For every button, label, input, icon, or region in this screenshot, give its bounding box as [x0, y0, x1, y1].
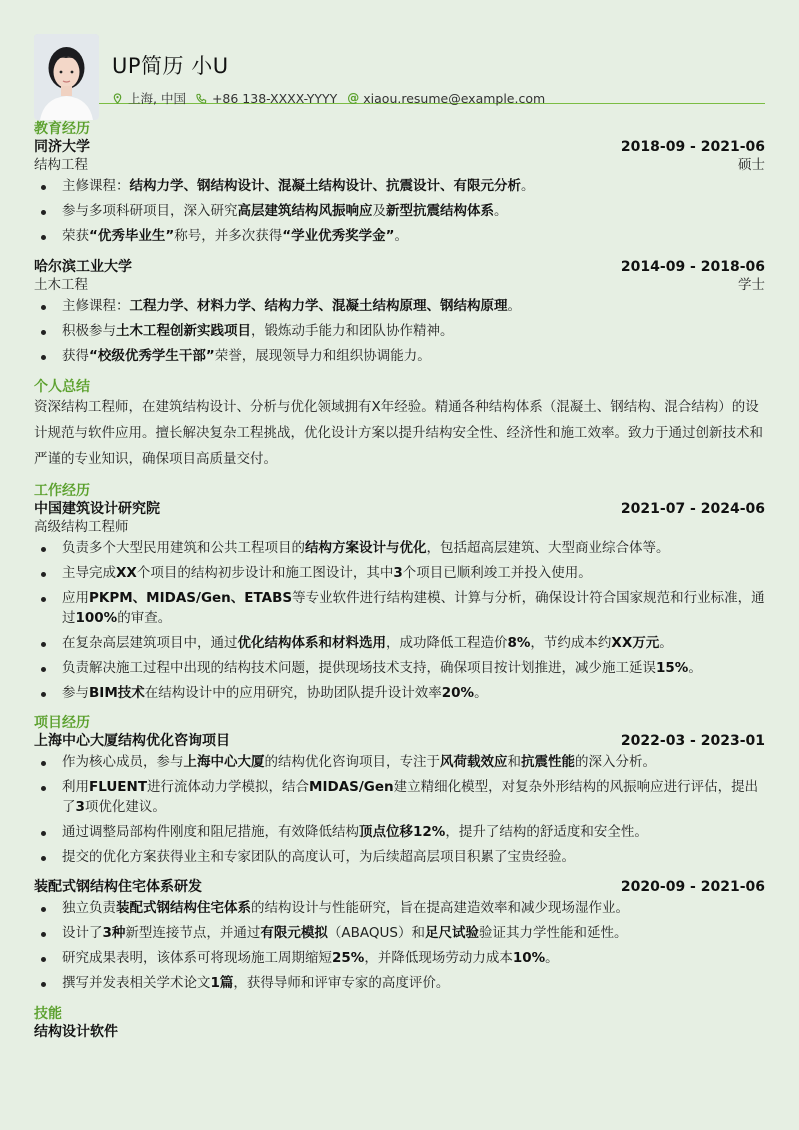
- bold-text: 有限元模拟: [260, 925, 328, 941]
- bullet-item: 参与BIM技术在结构设计中的应用研究，协助团队提升设计效率20%。: [34, 684, 765, 704]
- bullet-list: [34, 177, 765, 247]
- bullet-item: 负责多个大型民用建筑和公共工程项目的结构方案设计与优化，包括超高层建筑、大型商业综合体等。: [34, 539, 765, 559]
- company-name: 中国建筑设计研究院: [34, 501, 160, 517]
- bold-text: 1篇: [210, 975, 234, 991]
- bullet-list: [34, 297, 765, 367]
- degree-text: 硕士: [738, 157, 765, 173]
- bold-text: 装配式钢结构住宅体系: [116, 900, 251, 916]
- bold-text: 上海中心大厦: [183, 754, 265, 770]
- header-info: [112, 34, 555, 107]
- bold-text: 抗震性能: [521, 754, 575, 770]
- bold-text: FLUENT: [89, 779, 148, 795]
- education-section: [34, 138, 765, 366]
- projects-section-title: 项目经历: [34, 715, 90, 731]
- bold-text: 顶点位移12%: [359, 823, 446, 840]
- bullet-item: 主修课程：结构力学、钢结构设计、混凝土结构设计、抗震设计、有限元分析。: [34, 177, 765, 197]
- bullet-item: 提交的优化方案获得业主和专家团队的高度认可，为后续超高层项目积累了宝贵经验。: [34, 848, 765, 868]
- entry-header-row: [34, 878, 765, 896]
- skills-first-item: 结构设计软件: [34, 1023, 118, 1040]
- bullet-item: 荣获“优秀毕业生”称号，并多次获得“学业优秀奖学金”。: [34, 227, 765, 247]
- bold-text: 10%: [512, 950, 546, 966]
- bullet-list: [34, 899, 765, 994]
- bold-text: 25%: [332, 950, 365, 966]
- phone-contact: [196, 91, 337, 106]
- skills-first-row: [34, 1023, 765, 1041]
- education-section-title: 教育经历: [34, 121, 90, 137]
- bullet-item: 应用PKPM、MIDAS/Gen、ETABS等专业软件进行结构建模、计算与分析，确保设计符合国家规范和行业标准，通过100%的审查。: [34, 589, 765, 628]
- project-date: 2022-03 - 2023-01: [620, 733, 765, 749]
- bold-text: “校级优秀学生干部”: [89, 347, 215, 364]
- major-degree-row: [34, 156, 765, 174]
- job-title: 高级结构工程师: [34, 519, 129, 535]
- bold-text: BIM技术: [89, 684, 145, 701]
- phone-icon: [196, 93, 207, 104]
- bullet-item: 参与多项科研项目，深入研究高层建筑结构风振响应及新型抗震结构体系。: [34, 202, 765, 222]
- candidate-name: UP简历 小U: [112, 54, 229, 78]
- work-section-title: 工作经历: [34, 483, 90, 499]
- at-sign-icon: @: [347, 90, 360, 105]
- bold-text: 工程力学、材料力学、结构力学、混凝土结构原理、钢结构原理: [129, 297, 508, 314]
- bold-text: 风荷载效应: [440, 754, 508, 770]
- bullet-item: 积极参与土木工程创新实践项目，锻炼动手能力和团队协作精神。: [34, 322, 765, 342]
- bold-text: 足尺试验: [424, 925, 479, 941]
- bullet-item: 独立负责装配式钢结构住宅体系的结构设计与性能研究，旨在提高建造效率和减少现场湿作业。: [34, 899, 765, 919]
- bold-text: 20%: [441, 684, 475, 701]
- bullet-list: [34, 753, 765, 867]
- resume-header: [34, 0, 765, 106]
- bold-text: 3: [393, 565, 403, 581]
- education-entry: [34, 138, 765, 247]
- bold-text: MIDAS/Gen: [309, 779, 394, 795]
- project-name: 上海中心大厦结构优化咨询项目: [34, 733, 230, 749]
- summary-section-title: 个人总结: [34, 379, 90, 395]
- bold-text: 高层建筑结构风振响应: [237, 203, 373, 219]
- major-degree-row: [34, 276, 765, 294]
- education-date: 2014-09 - 2018-06: [620, 258, 765, 275]
- profile-photo: [34, 34, 99, 120]
- bold-text: 8%: [507, 634, 531, 651]
- bullet-item: 研究成果表明，该体系可将现场施工周期缩短25%，并降低现场劳动力成本10%。: [34, 949, 765, 969]
- bullet-item: 通过调整局部构件刚度和阻尼措施，有效降低结构顶点位移12%，提升了结构的舒适度和安全性。: [34, 823, 765, 843]
- degree-text: 学士: [738, 276, 765, 293]
- bullet-item: 利用FLUENT进行流体动力学模拟，结合MIDAS/Gen建立精细化模型，对复杂外形结构的风振响应进行评估，提出了3项优化建议。: [34, 778, 765, 817]
- bullet-item: 主导完成XX个项目的结构初步设计和施工图设计，其中3个项目已顺利竣工并投入使用。: [34, 564, 765, 584]
- phone-text: +86 138-XXXX-YYYY: [211, 90, 338, 106]
- bold-text: “学业优秀奖学金”: [282, 228, 395, 244]
- projects-section: [34, 732, 765, 994]
- work-section: [34, 500, 765, 703]
- school-name: 哈尔滨工业大学: [34, 258, 132, 275]
- bullet-item: 获得“校级优秀学生干部”荣誉，展现领导力和组织协调能力。: [34, 347, 765, 367]
- entry-header-row: [34, 500, 765, 518]
- project-entry: [34, 878, 765, 994]
- bullet-item: 负责解决施工过程中出现的结构技术问题，提供现场技术支持，确保项目按计划推进，减少施工延误15%。: [34, 659, 765, 679]
- bullet-item: 在复杂高层建筑项目中，通过优化结构体系和材料选用，成功降低工程造价8%，节约成本约XX万元。: [34, 634, 765, 654]
- bold-text: “优秀毕业生”: [89, 228, 175, 244]
- bullet-item: 撰写并发表相关学术论文1篇，获得导师和评审专家的高度评价。: [34, 974, 765, 994]
- bold-text: 结构力学、钢结构设计、混凝土结构设计、抗震设计、有限元分析: [129, 178, 521, 194]
- bold-text: 结构方案设计与优化: [305, 540, 427, 556]
- entry-header-row: [34, 258, 765, 276]
- email-contact: [347, 91, 545, 106]
- major-text: 土木工程: [34, 276, 88, 293]
- bold-text: 优化结构体系和材料选用: [237, 634, 386, 651]
- work-entry: [34, 500, 765, 703]
- education-entry: [34, 258, 765, 367]
- project-entry: [34, 732, 765, 867]
- location-pin-icon: [112, 93, 123, 104]
- summary-text: 资深结构工程师，在建筑结构设计、分析与优化领域拥有X年经验。精通各种结构体系（混凝土、钢结构、混合结构）的设计规范与软件应用。擅长解决复杂工程挑战，优化设计方案以提升结构安全性、经济性和施工效率。致力于通过创新技术和严谨的专业知识，确保项目高质量交付。: [34, 399, 763, 467]
- project-date: 2020-09 - 2021-06: [620, 879, 765, 895]
- bullet-list: [34, 539, 765, 703]
- bold-text: 100%: [75, 609, 118, 626]
- bold-text: 15%: [656, 659, 689, 676]
- school-name: 同济大学: [34, 139, 90, 155]
- work-date: 2021-07 - 2024-06: [620, 501, 765, 517]
- email-text: xiaou.resume@example.com: [363, 90, 546, 106]
- bold-text: XX万元: [611, 634, 660, 651]
- project-name: 装配式钢结构住宅体系研发: [34, 879, 202, 895]
- bold-text: XX: [116, 565, 137, 581]
- bold-text: PKPM、MIDAS/Gen、ETABS: [89, 590, 293, 606]
- education-date: 2018-09 - 2021-06: [620, 139, 765, 155]
- entry-header-row: [34, 138, 765, 156]
- bullet-item: 设计了3种新型连接节点，并通过有限元模拟（ABAQUS）和足尺试验验证其力学性能和延性。: [34, 924, 765, 944]
- bold-text: 新型抗震结构体系: [386, 203, 494, 219]
- major-text: 结构工程: [34, 157, 88, 173]
- bullet-item: 主修课程：工程力学、材料力学、结构力学、混凝土结构原理、钢结构原理。: [34, 297, 765, 317]
- bold-text: 土木工程创新实践项目: [116, 322, 251, 339]
- contact-line: [112, 89, 555, 107]
- location-text: 上海, 中国: [128, 91, 186, 106]
- bold-text: 3: [75, 798, 85, 815]
- location-contact: [112, 89, 186, 107]
- skills-section-title: 技能: [34, 1005, 62, 1022]
- bullet-item: 作为核心成员，参与上海中心大厦的结构优化咨询项目，专注于风荷载效应和抗震性能的深入分析。: [34, 753, 765, 773]
- entry-header-row: [34, 732, 765, 750]
- bold-text: 3种: [102, 925, 126, 941]
